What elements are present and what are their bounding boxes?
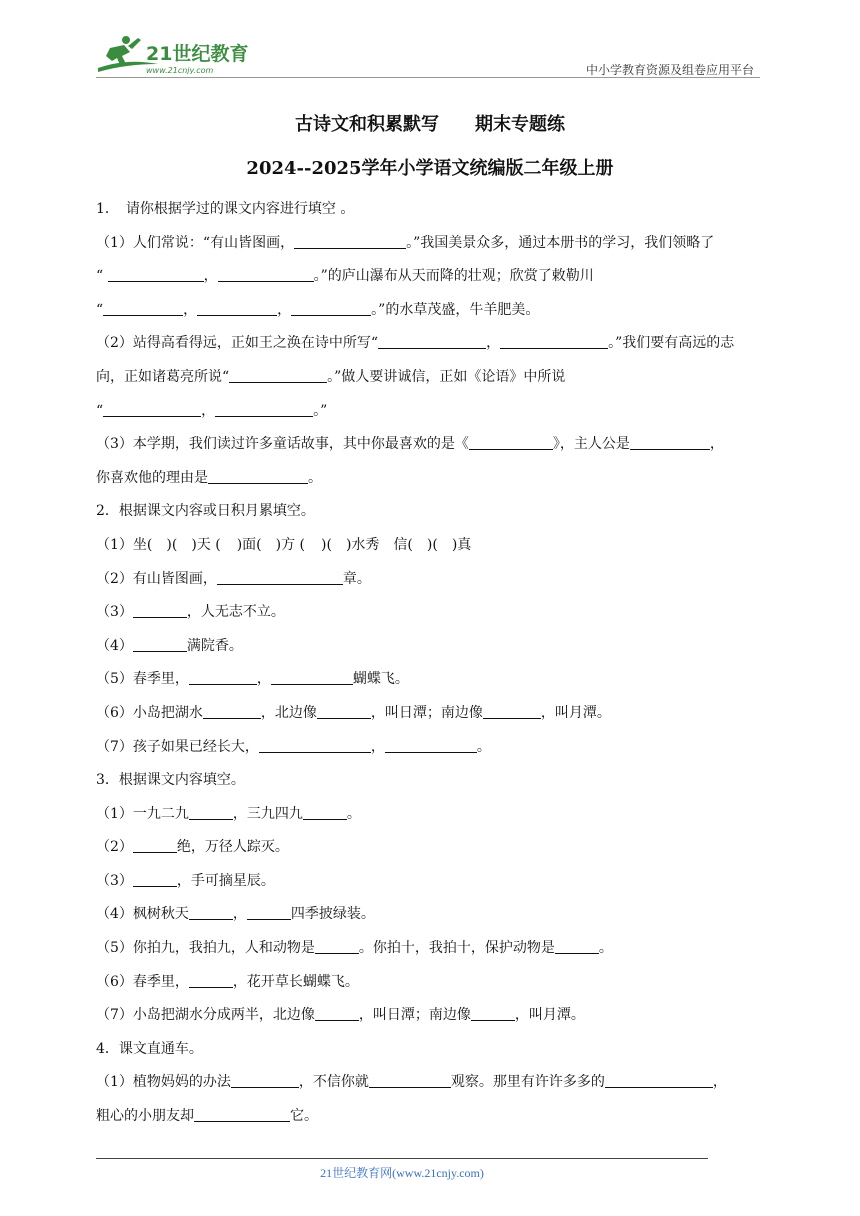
text: （3） [96,872,133,889]
q1-p1-line3 [96,294,766,328]
logo-icon [96,34,266,74]
answer-blank[interactable] [133,870,177,887]
text: 。 [598,940,613,957]
answer-blank[interactable] [218,265,314,282]
text: ， [203,268,218,285]
answer-blank[interactable] [483,702,541,719]
text: 你喜欢他的理由是 [96,469,208,486]
text: 。”的水草茂盛，牛羊肥美。 [371,301,540,318]
q1-p3-line1 [96,428,766,462]
answer-blank[interactable] [247,903,291,920]
answer-blank[interactable] [291,299,371,316]
text: )面( [236,536,262,553]
answer-blank[interactable] [259,736,371,753]
text: （6）小岛把湖水 [96,704,203,721]
text: 向，正如诸葛亮所说“ [96,368,230,385]
q1-p2-line2 [96,361,766,395]
q4-stem: 4．课文直通车。 [96,1040,203,1057]
text: )天 ( [191,536,221,553]
answer-blank[interactable] [189,971,233,988]
q3-item-1 [96,798,766,832]
text: )( [426,536,438,553]
text: “ [96,301,104,318]
answer-blank[interactable] [133,836,177,853]
worksheet-content [96,193,766,1134]
q3-item-4 [96,898,766,932]
text: “ [96,268,108,285]
text: ， [183,301,198,318]
text: ，北边像 [260,704,317,721]
answer-blank[interactable] [231,1071,299,1088]
answer-blank[interactable] [369,1071,451,1088]
text: 。 [476,738,491,755]
q1-p3-line2 [96,462,766,496]
answer-blank[interactable] [189,803,233,820]
text: ，三九四九 [232,805,303,822]
page-subtitle: 2024--2025学年小学语文统编版二年级上册 [246,158,614,179]
answer-blank[interactable] [471,1004,515,1021]
header-divider [96,77,760,78]
answer-blank[interactable] [133,601,187,618]
answer-blank[interactable] [315,937,359,954]
answer-blank[interactable] [208,467,308,484]
q2-item-6 [96,697,766,731]
text: ， [201,402,216,419]
q1-p1-line2 [96,260,766,294]
text: 。”我们要有高远的志 [608,335,735,352]
text: 蝴蝶飞。 [352,671,409,688]
text: )水秀 信( [345,536,413,553]
q3-item-7 [96,999,766,1033]
text: （7）孩子如果已经长大， [96,738,259,755]
text: ，叫月潭。 [540,704,611,721]
text: ， [712,1074,727,1091]
answer-blank[interactable] [217,568,343,585]
text: （1）植物妈妈的办法 [96,1074,231,1091]
q3-stem: 3．根据课文内容填空。 [96,772,245,789]
text: （5）春季里， [96,671,189,688]
page-title: 古诗文和积累默写 期末专题练 [295,114,565,135]
answer-blank[interactable] [194,1105,290,1122]
logo-url: www.21cnjy.com [146,66,214,74]
text: ， [277,301,292,318]
text: ，叫月潭。 [514,1007,585,1024]
answer-blank[interactable] [189,668,257,685]
text: ， [370,738,385,755]
text: ，叫日潭；南边像 [358,1007,471,1024]
text: （5）你拍九，我拍九，人和动物是 [96,940,315,957]
text: （4）枫树秋天 [96,906,189,923]
q4-item-1-line2 [96,1100,766,1134]
text: （3）本学期，我们读过许多童话故事，其中你最喜欢的是《 [96,436,469,453]
footer-divider [96,1158,708,1159]
answer-blank[interactable] [303,803,347,820]
text: （3） [96,604,133,621]
text: 章。 [342,570,371,587]
header-tagline: 中小学教育资源及组卷应用平台 [585,63,754,77]
answer-blank[interactable] [378,332,486,349]
answer-blank[interactable] [500,332,608,349]
q3-item-2 [96,831,766,865]
text: 》，主人公是 [552,436,630,453]
answer-blank[interactable] [229,366,327,383]
answer-blank[interactable] [271,668,353,685]
text: 。 [346,805,361,822]
text: 四季披绿装。 [290,906,375,923]
q2-stem: 2．根据课文内容或日积月累填空。 [96,503,315,520]
answer-blank[interactable] [103,400,201,417]
answer-blank[interactable] [630,433,710,450]
text: ， [256,671,271,688]
text: （4） [96,637,133,654]
answer-blank[interactable] [189,903,233,920]
text: （1）人们常说：“有山皆图画， [96,234,295,251]
text: 。 [308,469,322,486]
text: ，人无志不立。 [186,604,285,621]
text: 。”我国美景众多，通过本册书的学习，我们领略了 [406,234,715,251]
text: ， [486,335,501,352]
answer-blank[interactable] [103,299,183,316]
text: )方 ( [275,536,305,553]
text: 粗心的小朋友却 [96,1108,194,1125]
text: ，花开草长蝴蝶飞。 [232,973,359,990]
logo-text: 21世纪教育 [146,43,249,65]
text: ， [709,436,724,453]
text: ， [232,906,247,923]
q2-item-7 [96,731,766,765]
q2-item-1 [96,529,766,563]
text: （6）春季里， [96,973,189,990]
q1-p2-line3 [96,395,766,429]
text: 它。 [290,1108,318,1125]
text: )( [166,536,178,553]
text: )真 [451,536,472,553]
text: ，叫日潭；南边像 [370,704,483,721]
text: 满院香。 [186,637,243,654]
text: 绝，万径人踪灭。 [176,839,289,856]
answer-blank[interactable] [315,1004,359,1021]
answer-blank[interactable] [605,1071,713,1088]
text: ，手可摘星辰。 [176,872,275,889]
q3-item-3 [96,865,766,899]
q2-item-5 [96,663,766,697]
text: 观察。那里有许许多多的 [450,1074,605,1091]
answer-blank[interactable] [294,232,406,249]
text: （2）有山皆图画， [96,570,217,587]
text: ，不信你就 [298,1074,369,1091]
q3-item-5 [96,932,766,966]
text: （2） [96,839,133,856]
answer-blank[interactable] [203,702,261,719]
answer-blank[interactable] [215,400,313,417]
text: （7）小岛把湖水分成两半，北边像 [96,1007,315,1024]
text: )( [321,536,332,553]
text: 。”的庐山瀑布从天而降的壮观；欣赏了敕勒川 [313,268,594,285]
answer-blank[interactable] [108,265,204,282]
q1-p2-line1 [96,327,766,361]
answer-blank[interactable] [197,299,277,316]
text: 。你拍十，我拍十，保护动物是 [358,940,555,957]
q2-item-2 [96,563,766,597]
answer-blank[interactable] [555,937,599,954]
q3-item-6 [96,966,766,1000]
footer-link[interactable]: 21世纪教育网(www.21cnjy.com) [320,1166,484,1180]
text: （2）站得高看得远，正如王之涣在诗中所写“ [96,335,379,352]
q4-item-1-line1 [96,1066,766,1100]
q2-item-3 [96,596,766,630]
page-header [96,30,760,80]
answer-blank[interactable] [133,635,187,652]
answer-blank[interactable] [317,702,371,719]
q1-p1-line1 [96,227,766,261]
q2-item-4 [96,630,766,664]
q1-stem: 1． 请你根据学过的课文内容进行填空 。 [96,201,355,217]
answer-blank[interactable] [469,433,553,450]
text: “ [96,402,104,419]
text: 。” [313,402,328,419]
answer-blank[interactable] [385,736,477,753]
text: 。”做人要讲诚信，正如《论语》中所说 [327,368,566,385]
text: （1）坐( [96,536,153,553]
text: （1）一九二九 [96,805,189,822]
